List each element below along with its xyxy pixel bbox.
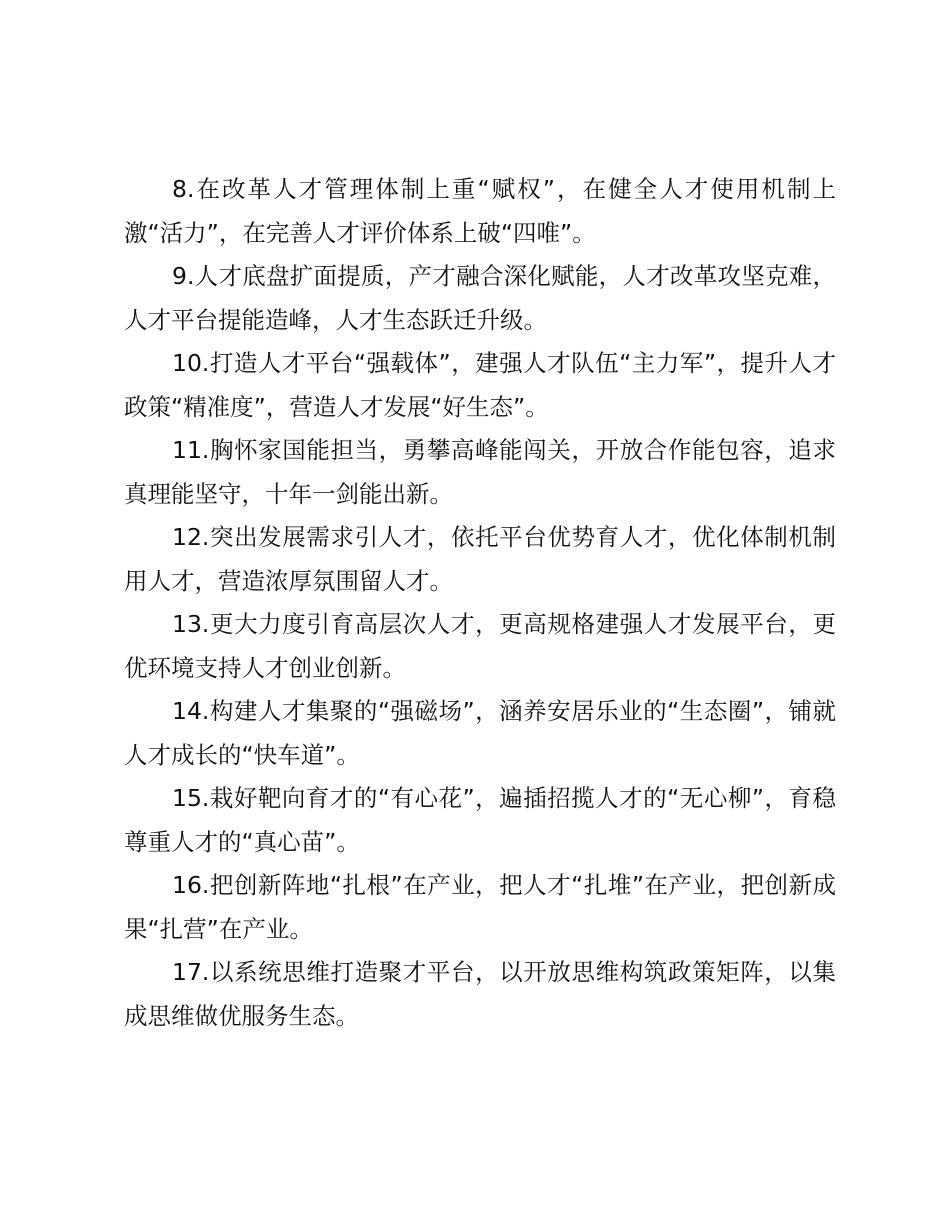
paragraph-15: 15.栽好靶向育才的“有心花”，遍插招揽人才的“无心柳”，育稳尊重人才的“真心苗”。 bbox=[124, 784, 836, 856]
paragraph-11: 11.胸怀家国能担当，勇攀高峰能闯关，开放合作能包容，追求真理能坚守，十年一剑能出新。 bbox=[124, 436, 836, 508]
document-body bbox=[124, 168, 836, 1038]
paragraph-12: 12.突出发展需求引人才，依托平台优势育人才，优化体制机制用人才，营造浓厚氛围留人才。 bbox=[124, 523, 836, 595]
paragraph-16: 16.把创新阵地“扎根”在产业，把人才“扎堆”在产业，把创新成果“扎营”在产业。 bbox=[124, 871, 836, 943]
paragraph-13: 13.更大力度引育高层次人才，更高规格建强人才发展平台，更优环境支持人才创业创新。 bbox=[124, 610, 836, 682]
paragraph-17: 17.以系统思维打造聚才平台，以开放思维构筑政策矩阵，以集成思维做优服务生态。 bbox=[124, 958, 836, 1030]
paragraph-10: 10.打造人才平台“强载体”，建强人才队伍“主力军”，提升人才政策“精准度”，营造人才发展“好生态”。 bbox=[124, 349, 836, 421]
paragraph-14: 14.构建人才集聚的“强磁场”，涵养安居乐业的“生态圈”，铺就人才成长的“快车道”。 bbox=[124, 697, 836, 769]
paragraph-9: 9.人才底盘扩面提质，产才融合深化赋能，人才改革攻坚克难，人才平台提能造峰，人才生态跃迁升级。 bbox=[124, 262, 836, 334]
paragraph-8: 8.在改革人才管理体制上重“赋权”，在健全人才使用机制上激“活力”，在完善人才评价体系上破“四唯”。 bbox=[124, 175, 836, 247]
